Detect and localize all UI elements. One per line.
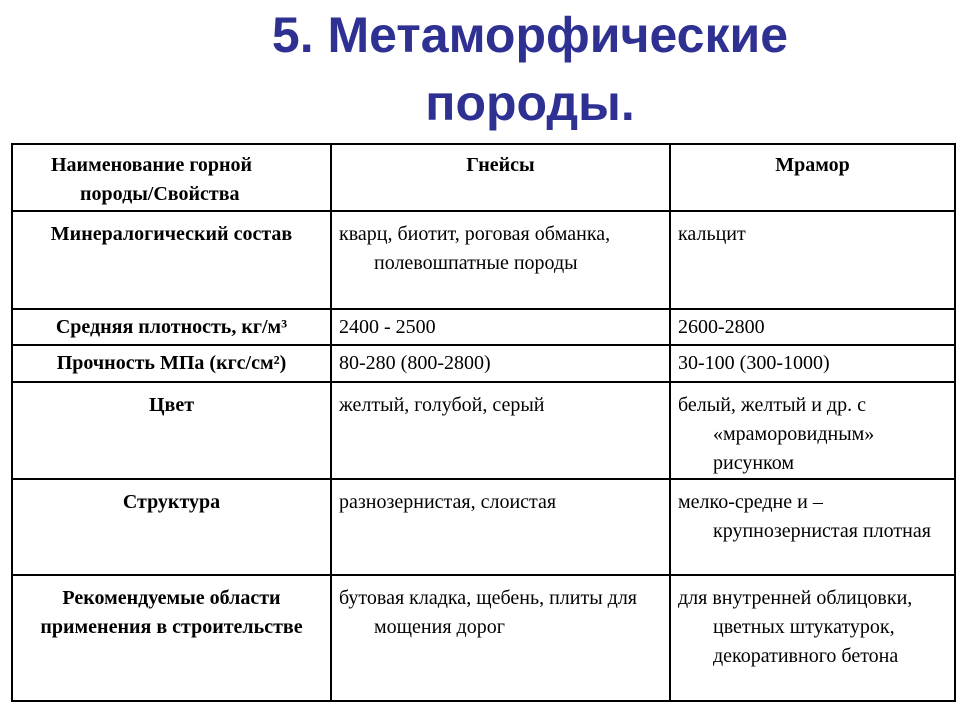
row-gneiss-value: бутовая кладка, щебень, плиты для мощения дорог	[331, 575, 670, 701]
header-property-line-2: породы/Свойства	[80, 183, 240, 205]
row-property: Структура	[12, 479, 331, 575]
header-cell-property	[12, 144, 331, 211]
header-cell-gneiss: Гнейсы	[331, 144, 670, 211]
row-marble-value: белый, желтый и др. с «мраморовидным» рисунком	[670, 382, 955, 479]
row-property: Минералогический состав	[12, 211, 331, 309]
slide-title-line-1: 5. Метаморфические	[271, 7, 789, 63]
table-row	[12, 575, 955, 701]
row-marble-value: мелко-средне и – крупнозернистая плотная	[670, 479, 955, 575]
row-gneiss-value: разнозернистая, слоистая	[331, 479, 670, 575]
row-property: Прочность МПа (кгс/см²)	[12, 345, 331, 382]
row-marble-value: кальцит	[670, 211, 955, 309]
header-cell-marble: Мрамор	[670, 144, 955, 211]
table-row	[12, 479, 955, 575]
row-marble-value: 30-100 (300-1000)	[670, 345, 955, 382]
rock-properties-table	[11, 143, 956, 702]
table-row	[12, 382, 955, 479]
row-property: Рекомендуемые области применения в строительстве	[12, 575, 331, 701]
table-header-row	[12, 144, 955, 211]
row-gneiss-value: 80-280 (800-2800)	[331, 345, 670, 382]
row-marble-value: для внутренней облицовки, цветных штукатурок, декоративного бетона	[670, 575, 955, 701]
row-property: Средняя плотность, кг/м³	[12, 309, 331, 345]
row-gneiss-value: желтый, голубой, серый	[331, 382, 670, 479]
row-gneiss-value: 2400 - 2500	[331, 309, 670, 345]
row-property: Цвет	[12, 382, 331, 479]
table-row	[12, 309, 955, 345]
row-marble-value: 2600-2800	[670, 309, 955, 345]
row-gneiss-value: кварц, биотит, роговая обманка, полевошпатные породы	[331, 211, 670, 309]
table-row	[12, 345, 955, 382]
slide-title-line-2: породы.	[425, 75, 635, 131]
header-property-line-1: Наименование горной	[51, 154, 253, 176]
table-row	[12, 211, 955, 309]
